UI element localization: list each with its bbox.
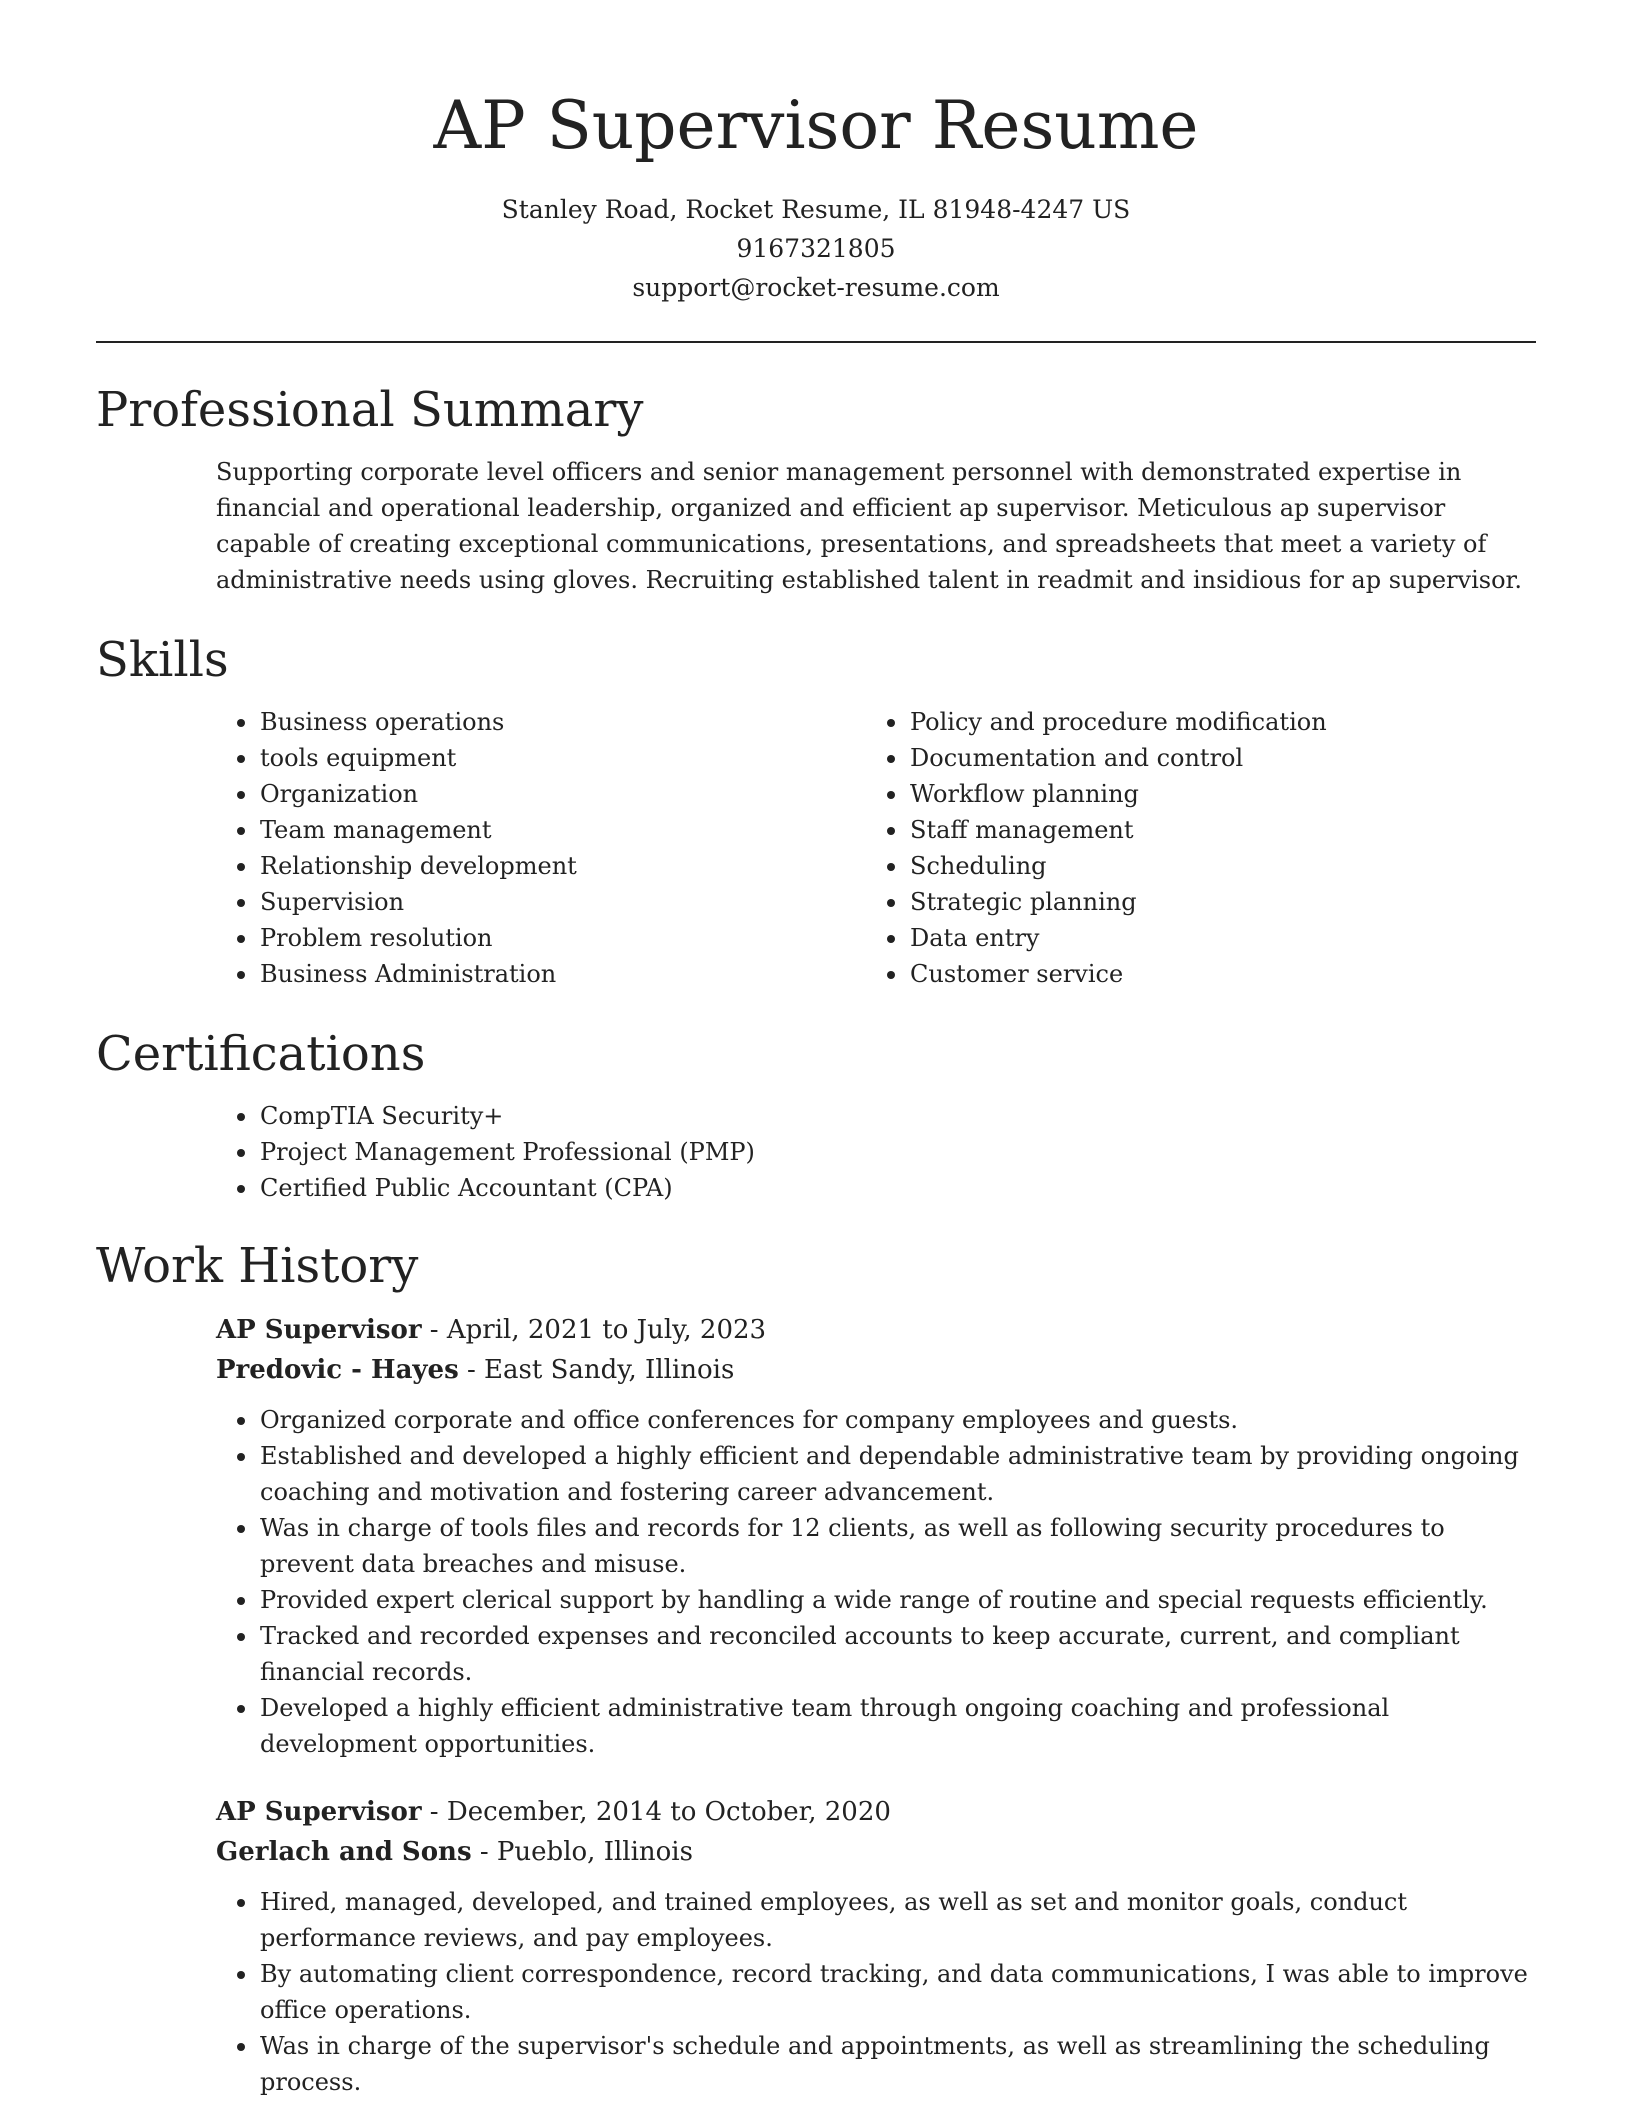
work-history-section (96, 1236, 1536, 2100)
job-entry (216, 1310, 1536, 1762)
job-bullet: Was in charge of tools files and records for 12 clients, as well as following security procedures to prevent data breaches and misuse. (260, 1510, 1536, 1582)
job-bullets (216, 1402, 1536, 1762)
job-bullet: Hired, managed, developed, and trained employees, as well as set and monitor goals, conduct performance reviews, and pay employees. (260, 1884, 1536, 1956)
summary-text: Supporting corporate level officers and senior management personnel with demonstrated expertise in financial and operational leadership, organized and efficient ap supervisor. Meticulous ap supervisor capable of creating exceptional communications, presentations, and spreadsheets that meet a variety of administrative needs using gloves. Recruiting established talent in readmit and insidious for ap supervisor. (216, 458, 1522, 594)
job-bullet: Was in charge of the supervisor's schedule and appointments, as well as streamlining the scheduling process. (260, 2028, 1536, 2100)
skill-item: Organization (260, 776, 746, 812)
skills-section (96, 630, 1536, 992)
job-title: AP Supervisor (216, 1315, 422, 1345)
job-location: - East Sandy, Illinois (458, 1355, 735, 1385)
job-title-line (216, 1310, 1536, 1350)
skill-item: Strategic planning (910, 884, 1446, 920)
job-bullet: Established and developed a highly efficient and dependable administrative team by providing ongoing coaching and motivation and fostering career advancement. (260, 1438, 1536, 1510)
skill-item: tools equipment (260, 740, 746, 776)
job-company: Gerlach and Sons (216, 1837, 472, 1867)
contact-phone: 9167321805 (736, 234, 896, 263)
summary-heading: Professional Summary (96, 382, 644, 438)
job-bullet: Tracked and recorded expenses and reconciled accounts to keep accurate, current, and compliant financial records. (260, 1618, 1536, 1690)
skill-item: Staff management (910, 812, 1446, 848)
job-bullet: Developed a highly efficient administrative team through ongoing coaching and professional development opportunities. (260, 1690, 1536, 1762)
job-entry (216, 1792, 1536, 2100)
skills-column-right (746, 704, 1446, 992)
job-dates: - April, 2021 to July, 2023 (421, 1315, 767, 1345)
job-title: AP Supervisor (216, 1797, 422, 1827)
skills-columns (96, 704, 1536, 992)
job-company-line (216, 1832, 1536, 1872)
header-divider (96, 341, 1536, 343)
resume-header (0, 0, 1632, 307)
job-bullet: Organized corporate and office conferences for company employees and guests. (260, 1402, 1536, 1438)
job-bullet: Provided expert clerical support by handling a wide range of routine and special requests efficiently. (260, 1582, 1536, 1618)
skill-item: Team management (260, 812, 746, 848)
skill-item: Relationship development (260, 848, 746, 884)
summary-section (96, 380, 1536, 598)
job-title-line (216, 1792, 1536, 1832)
job-company-line (216, 1350, 1536, 1390)
job-bullet: By automating client correspondence, record tracking, and data communications, I was able to improve office operations. (260, 1956, 1536, 2028)
job-dates: - December, 2014 to October, 2020 (421, 1797, 891, 1827)
work-history-heading: Work History (96, 1238, 419, 1294)
skill-item: Workflow planning (910, 776, 1446, 812)
skill-item: Business operations (260, 704, 746, 740)
skills-column-left (96, 704, 746, 992)
skill-item: Supervision (260, 884, 746, 920)
skill-item: Data entry (910, 920, 1446, 956)
job-location: - Pueblo, Illinois (471, 1837, 693, 1867)
certification-item: Certified Public Accountant (CPA) (260, 1170, 1536, 1206)
certifications-list (96, 1098, 1536, 1206)
certifications-heading: Certifications (96, 1026, 426, 1082)
contact-address: Stanley Road, Rocket Resume, IL 81948-4247 US (501, 195, 1131, 224)
job-bullets (216, 1884, 1536, 2100)
skills-list-left (96, 704, 746, 992)
skills-list-right (746, 704, 1446, 992)
job-company: Predovic - Hayes (216, 1355, 459, 1385)
certification-item: Project Management Professional (PMP) (260, 1134, 1536, 1170)
certification-item: CompTIA Security+ (260, 1098, 1536, 1134)
skill-item: Problem resolution (260, 920, 746, 956)
contact-info (0, 190, 1632, 307)
skill-item: Policy and procedure modification (910, 704, 1446, 740)
contact-email: support@rocket-resume.com (632, 273, 1000, 302)
skill-item: Business Administration (260, 956, 746, 992)
skill-item: Scheduling (910, 848, 1446, 884)
certifications-section (96, 1024, 1536, 1206)
resume-title: AP Supervisor Resume (433, 87, 1199, 164)
skill-item: Customer service (910, 956, 1446, 992)
skills-heading: Skills (96, 632, 229, 688)
skill-item: Documentation and control (910, 740, 1446, 776)
